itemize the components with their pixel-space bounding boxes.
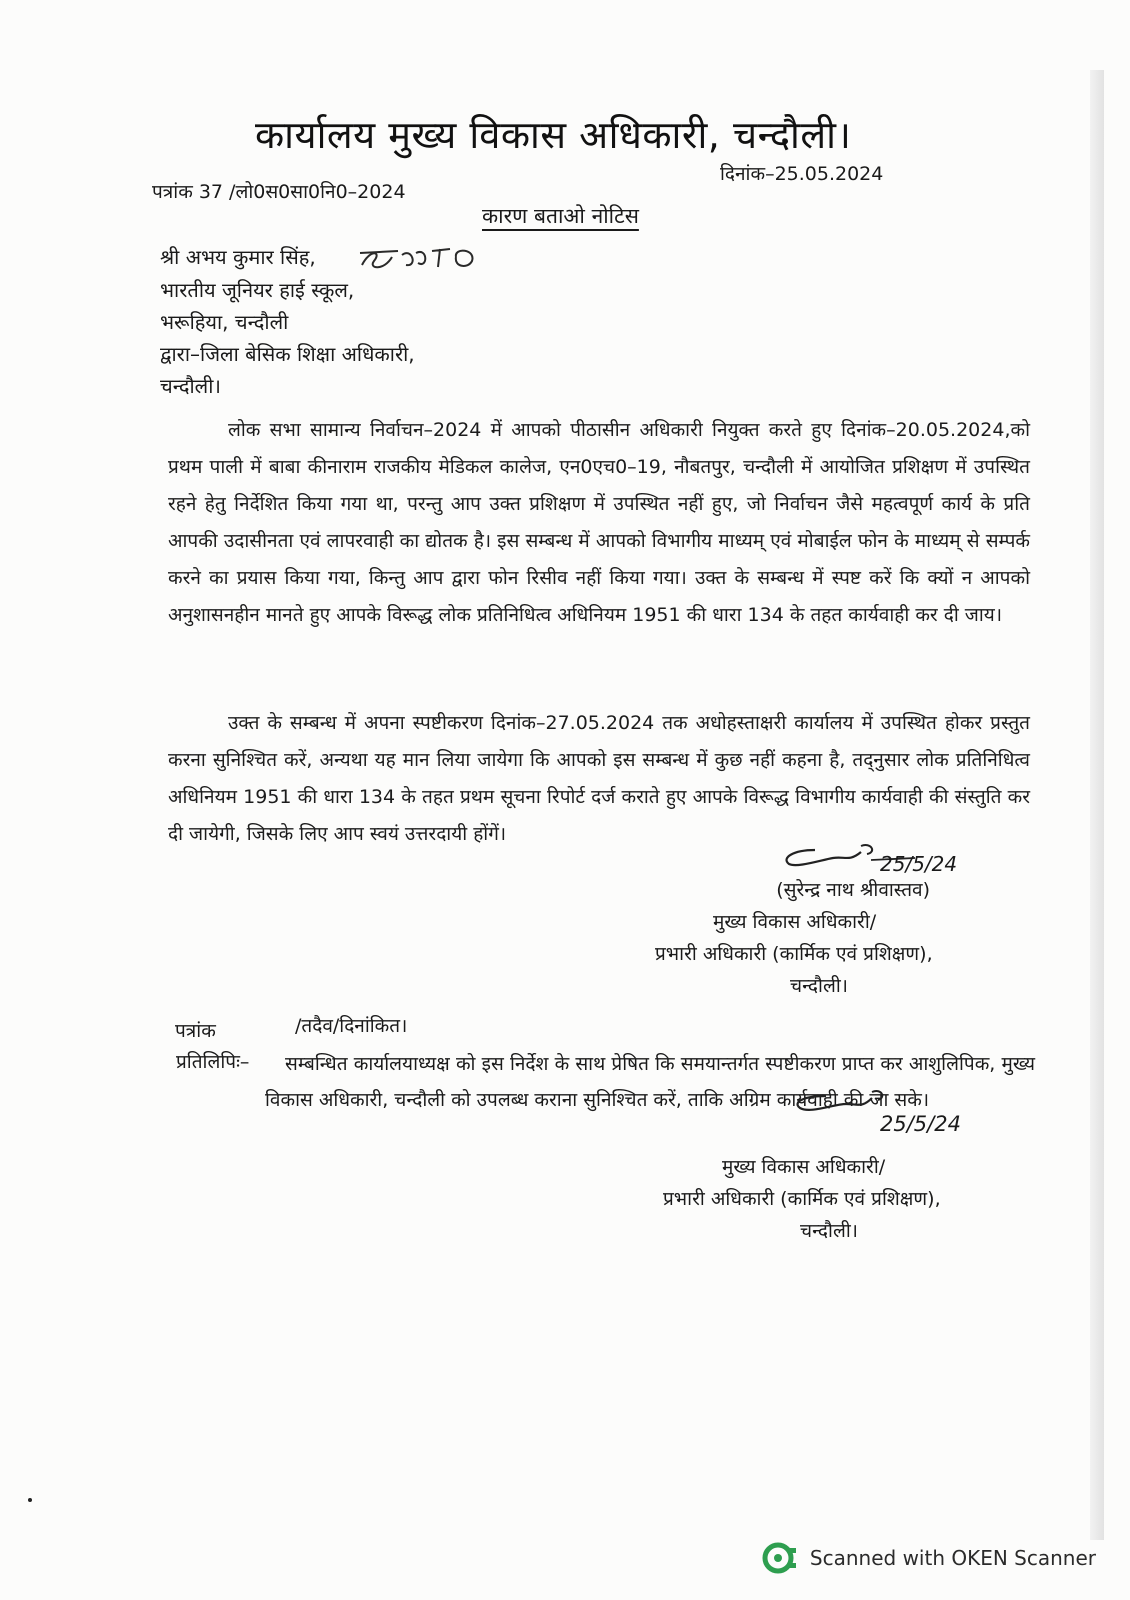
addressee-place: भरूहिया, चन्दौली — [160, 310, 289, 334]
signature-2-charge-block — [663, 1182, 941, 1216]
signatory-2-place: चन्दौली। — [800, 1220, 858, 1242]
addressee-name: श्री अभय कुमार सिंह, — [160, 245, 316, 269]
signature-1-block — [776, 873, 930, 907]
notice-title: कारण बताओ नोटिस — [482, 204, 639, 228]
scanner-label: Scanned with OKEN Scanner — [809, 1546, 1096, 1570]
signatory-designation: मुख्य विकास अधिकारी/ — [713, 911, 877, 933]
handwritten-designation — [358, 243, 488, 275]
body-paragraph-2-text: उक्त के सम्बन्ध में अपना स्पष्टीकरण दिनांक–27.05.2024 तक अधोहस्ताक्षरी कार्यालय में उपस्थित होकर प्रस्तुत करना सुनिश्चित करें, अन्यथा यह मान लिया जायेगा कि आपको इस सम्बन्ध में कुछ नहीं कहना है, तद्नुसार लोक प्रतिनिधित्व अधिनियम 1951 की धारा 134 के तहत प्रथम सूचना रिपोर्ट दर्ज कराते हुए आपके विरूद्ध विभागीय कार्यवाही की संस्तुति कर दी जायेगी, जिसके लिए आप स्वयं उत्तरदायी होंगें। — [168, 712, 1030, 845]
body-paragraph-1 — [168, 412, 1030, 634]
signatory-place: चन्दौली। — [790, 975, 848, 997]
signatory-2-charge: प्रभारी अधिकारी (कार्मिक एवं प्रशिक्षण), — [663, 1188, 941, 1210]
copy-ref-text: /तदैव/दिनांकित। — [295, 1015, 408, 1037]
signature-1-designation-block — [713, 905, 876, 939]
signature-2-place-block — [800, 1214, 858, 1248]
signature-1-date: 25/5/24 — [880, 852, 958, 876]
body-paragraph-2 — [168, 705, 1030, 853]
addressee-school: भारतीय जूनियर हाई स्कूल, — [160, 278, 355, 302]
signatory-charge: प्रभारी अधिकारी (कार्मिक एवं प्रशिक्षण), — [655, 943, 933, 965]
signatory-name: (सुरेन्द्र नाथ श्रीवास्तव) — [776, 879, 930, 901]
signature-1-charge-block — [655, 937, 933, 971]
signature-2-designation-block — [722, 1150, 885, 1184]
scan-speck — [28, 1498, 32, 1502]
addressee-district: चन्दौली। — [160, 374, 221, 398]
addressee-via: द्वारा–जिला बेसिक शिक्षा अधिकारी, — [160, 342, 415, 366]
body-paragraph-1-text: लोक सभा सामान्य निर्वाचन–2024 में आपको पीठासीन अधिकारी नियुक्त करते हुए दिनांक–20.05.2024,को प्रथम पाली में बाबा कीनाराम राजकीय मेडिकल कालेज, एन0एच0–19, नौबतपुर, चन्दौली में आयोजित प्रशिक्षण में उपस्थित रहने हेतु निर्देशित किया गया था, परन्तु आप उक्त प्रशिक्षण में उपस्थित नहीं हुए, जो निर्वाचन जैसे महत्वपूर्ण कार्य के प्रति आपकी उदासीनता एवं लापरवाही का द्योतक है। इस सम्बन्ध में आपको विभागीय माध्यम् एवं मोबाईल फोन के माध्यम् से सम्पर्क करने का प्रयास किया गया, किन्तु आप द्वारा फोन रिसीव नहीं किया गया। उक्त के सम्बन्ध में स्पष्ट करें कि क्यों न आपको अनुशासनहीन मानते हुए आपके विरूद्ध लोक प्रतिनिधित्व अधिनियम 1951 की धारा 134 के तहत कार्यवाही कर दी जाय। — [168, 419, 1030, 626]
copy-ref-label: पत्रांक — [175, 1020, 216, 1042]
scanner-watermark — [762, 1540, 1096, 1576]
letter-number: पत्रांक 37 /लो0स0सा0नि0–2024 — [152, 181, 406, 203]
letter-date: दिनांक–25.05.2024 — [720, 163, 884, 185]
signature-2-date: 25/5/24 — [880, 1112, 961, 1136]
copy-cc-text-content: सम्बन्धित कार्यालयाध्यक्ष को इस निर्देश के साथ प्रेषित कि समयान्तर्गत स्पष्टीकरण प्राप्त कर आशुलिपिक, मुख्य विकास अधिकारी, चन्दौली को उपलब्ध कराना सुनिश्चित करें, ताकि अग्रिम कार्यवाही की जा सके। — [265, 1053, 1035, 1111]
office-title: कार्यालय मुख्य विकास अधिकारी, चन्दौली। — [255, 113, 852, 157]
scan-page-edge — [1090, 70, 1104, 1540]
copy-cc-label: प्रतिलिपिः– — [176, 1051, 250, 1073]
signature-1-place-block — [790, 969, 848, 1003]
signatory-2-designation: मुख्य विकास अधिकारी/ — [722, 1156, 886, 1178]
oken-scanner-logo-icon — [762, 1540, 798, 1576]
